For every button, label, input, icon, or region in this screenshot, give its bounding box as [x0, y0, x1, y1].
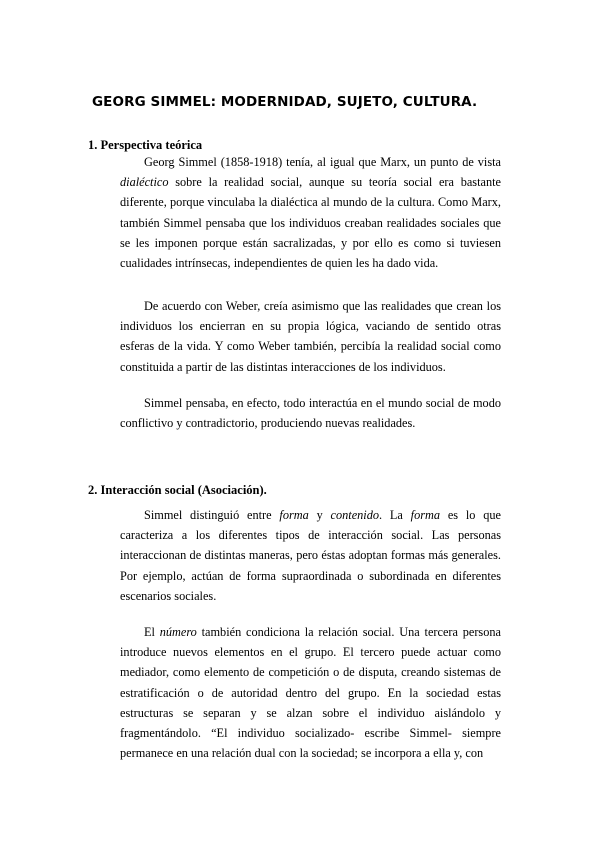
paragraph-text: también condiciona la relación social. Una tercera persona introduce nuevos elementos en el grupo. El tercero puede actuar como mediador, como elemento de competición o de disputa, creando sistemas de estratificación o de autoridad dentro del grupo. En la sociedad estas estructuras se separan y se alzan sobre el individuo aislándolo y fragmentándolo. “El individuo socializado- escribe Simmel- siempre permanece en una relación dual con la sociedad; se incorpora a ella y, con: [120, 625, 501, 761]
italic-term: contenido: [330, 508, 380, 522]
paragraph-simmel-dialectico: [120, 152, 501, 273]
paragraph-text: Simmel pensaba, en efecto, todo interactúa en el mundo social de modo conflictivo y contradictorio, produciendo nuevas realidades.: [120, 396, 501, 431]
italic-term: dialéctico: [120, 175, 169, 190]
paragraph-conflicto: [120, 393, 501, 433]
section-heading-interaccion: 2. Interacción social (Asociación).: [88, 483, 267, 497]
paragraph-text: . La: [379, 508, 411, 522]
document-title: GEORG SIMMEL: MODERNIDAD, SUJETO, CULTURA.: [92, 94, 478, 110]
paragraph-text: De acuerdo con Weber, creía asimismo que las realidades que crean los individuos los encierran en su propia lógica, vaciando de sentido otras esferas de la vida. Y como Weber también, percibía la realidad social como constituida a partir de las distintas interacciones de los individuos.: [120, 299, 501, 374]
paragraph-text: es lo que caracteriza a los diferentes tipos de interacción social. Las personas interaccionan de distintas maneras, pero éstas adoptan formas más generales. Por ejemplo, actúan de forma supraordinada o subordinada en diferentes escenarios sociales.: [120, 508, 501, 603]
paragraph-weber: [120, 296, 501, 377]
paragraph-text: y: [308, 508, 331, 522]
section-heading-perspectiva: 1. Perspectiva teórica: [88, 138, 203, 152]
paragraph-text: sobre la realidad social, aunque su teoría social era bastante diferente, porque vinculaba la dialéctica al mundo de la cultura. Como Marx, también Simmel pensaba que los individuos creaban realidades sociales que se les imponen porque están sacralizadas, y por ello es como si tuviesen cualidades intrínsecas, independientes de quien les ha dado vida.: [120, 175, 501, 271]
paragraph-text: Georg Simmel (1858-1918) tenía, al igual que Marx, un punto de vista: [144, 155, 501, 169]
italic-term: forma: [279, 508, 309, 522]
italic-term: forma: [410, 508, 441, 522]
paragraph-forma-contenido: [120, 505, 501, 606]
paragraph-text: Simmel distinguió entre: [144, 508, 280, 522]
paragraph-text: El: [144, 625, 160, 639]
paragraph-numero: [120, 622, 501, 763]
italic-term: número: [159, 625, 197, 639]
